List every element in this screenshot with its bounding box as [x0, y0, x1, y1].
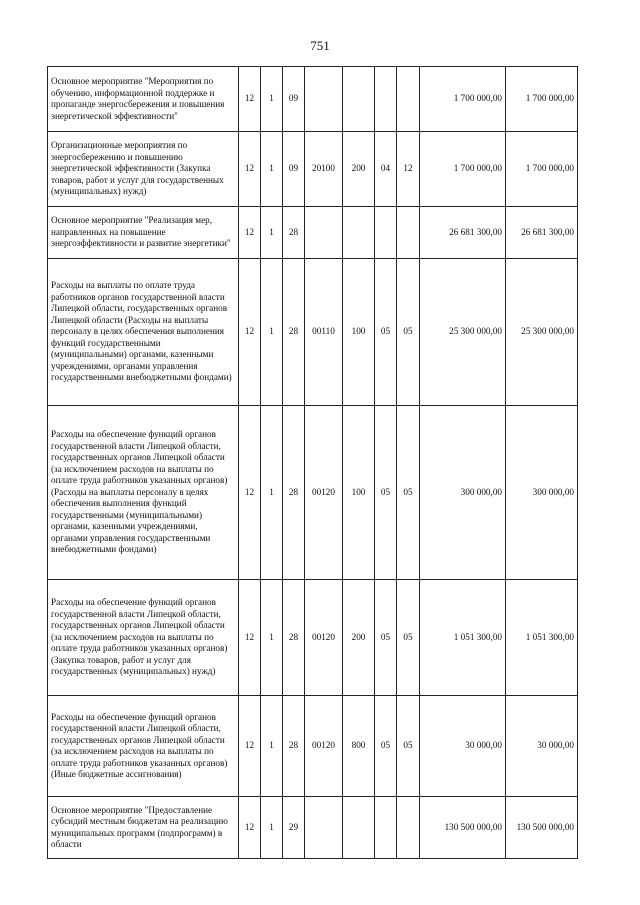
table-row: [48, 132, 578, 207]
code-cell: 12: [239, 132, 261, 207]
row-description: Расходы на выплаты по оплате труда работников органов государственной власти Липецкой области, государственных органов Липецкой области (Расходы на выплаты персоналу в целях обеспечения выполнения функций государственными (муниципальными) органами, казенными учреждениями, органами управления государственными внебюджетными фондами): [48, 259, 239, 406]
row-description: Расходы на обеспечение функций органов государственной власти Липецкой области, государственных органов Липецкой области (за исключением расходов на выплаты по оплате труда работников указанных органов) (Закупка товаров, работ и услуг для государственных (муниципальных) нужд): [48, 580, 239, 696]
row-description: Основное мероприятие "Реализация мер, направленных на повышение энергоэффективности и развитие энергетики": [48, 207, 239, 259]
code-cell: 00120: [305, 406, 343, 580]
amount-cell: 1 700 000,00: [506, 67, 578, 132]
code-cell: 1: [261, 207, 283, 259]
code-cell: 20100: [305, 132, 343, 207]
code-cell: 05: [397, 406, 420, 580]
table-row: [48, 259, 578, 406]
table-row: [48, 696, 578, 797]
code-cell: 1: [261, 580, 283, 696]
code-cell: 09: [283, 67, 305, 132]
table-row: [48, 67, 578, 132]
code-cell: 12: [239, 207, 261, 259]
amount-cell: 1 700 000,00: [506, 132, 578, 207]
code-cell: 12: [397, 132, 420, 207]
row-description: Расходы на обеспечение функций органов государственной власти Липецкой области, государственных органов Липецкой области (за исключением расходов на выплаты по оплате труда работников указанных органов) (Иные бюджетные ассигнования): [48, 696, 239, 797]
code-cell: 12: [239, 259, 261, 406]
code-cell: 28: [283, 406, 305, 580]
budget-table: [47, 66, 578, 859]
amount-cell: 25 300 000,00: [420, 259, 506, 406]
code-cell: 28: [283, 696, 305, 797]
code-cell: 200: [343, 132, 375, 207]
code-cell: 04: [375, 132, 397, 207]
code-cell: [397, 797, 420, 859]
table-row: [48, 797, 578, 859]
code-cell: 00120: [305, 580, 343, 696]
code-cell: 12: [239, 580, 261, 696]
amount-cell: 1 700 000,00: [420, 132, 506, 207]
amount-cell: 1 051 300,00: [506, 580, 578, 696]
code-cell: [343, 207, 375, 259]
amount-cell: 300 000,00: [506, 406, 578, 580]
amount-cell: 130 500 000,00: [506, 797, 578, 859]
code-cell: [305, 207, 343, 259]
code-cell: [343, 797, 375, 859]
amount-cell: 1 051 300,00: [420, 580, 506, 696]
amount-cell: 25 300 000,00: [506, 259, 578, 406]
amount-cell: 30 000,00: [420, 696, 506, 797]
row-description: Расходы на обеспечение функций органов государственной власти Липецкой области, государственных органов Липецкой области (за исключением расходов на выплаты по оплате труда работников указанных органов) (Расходы на выплаты персоналу в целях обеспечения выполнения функций государственными (муниципальными) органами, казенными учреждениями, органами управления государственными внебюджетными фондами): [48, 406, 239, 580]
code-cell: 1: [261, 406, 283, 580]
code-cell: [397, 67, 420, 132]
code-cell: 05: [397, 696, 420, 797]
row-description: Основное мероприятие "Мероприятия по обучению, информационной поддержке и пропаганде энергосбережения и повышения энергетической эффективности": [48, 67, 239, 132]
code-cell: 12: [239, 696, 261, 797]
code-cell: 28: [283, 580, 305, 696]
code-cell: 1: [261, 696, 283, 797]
code-cell: 12: [239, 797, 261, 859]
code-cell: [397, 207, 420, 259]
table-row: [48, 207, 578, 259]
code-cell: 00110: [305, 259, 343, 406]
row-description: Основное мероприятие "Предоставление субсидий местным бюджетам на реализацию муниципальных программ (подпрограмм) в области: [48, 797, 239, 859]
amount-cell: 26 681 300,00: [506, 207, 578, 259]
page-number: 751: [310, 38, 330, 53]
code-cell: 29: [283, 797, 305, 859]
code-cell: [375, 67, 397, 132]
code-cell: 05: [397, 259, 420, 406]
amount-cell: 1 700 000,00: [420, 67, 506, 132]
table-row: [48, 406, 578, 580]
code-cell: 09: [283, 132, 305, 207]
code-cell: 100: [343, 259, 375, 406]
code-cell: 12: [239, 67, 261, 132]
amount-cell: 130 500 000,00: [420, 797, 506, 859]
code-cell: 1: [261, 67, 283, 132]
code-cell: [343, 67, 375, 132]
code-cell: 1: [261, 797, 283, 859]
code-cell: 28: [283, 259, 305, 406]
code-cell: [375, 207, 397, 259]
row-description: Организационные мероприятия по энергосбережению и повышению энергетической эффективности (Закупка товаров, работ и услуг для государственных (муниципальных) нужд): [48, 132, 239, 207]
table-row: [48, 580, 578, 696]
code-cell: 12: [239, 406, 261, 580]
amount-cell: 300 000,00: [420, 406, 506, 580]
code-cell: 800: [343, 696, 375, 797]
code-cell: 05: [397, 580, 420, 696]
code-cell: [375, 797, 397, 859]
amount-cell: 26 681 300,00: [420, 207, 506, 259]
code-cell: 05: [375, 696, 397, 797]
code-cell: 1: [261, 132, 283, 207]
code-cell: [305, 67, 343, 132]
code-cell: 05: [375, 259, 397, 406]
code-cell: 05: [375, 406, 397, 580]
code-cell: 05: [375, 580, 397, 696]
code-cell: [305, 797, 343, 859]
code-cell: 1: [261, 259, 283, 406]
amount-cell: 30 000,00: [506, 696, 578, 797]
code-cell: 28: [283, 207, 305, 259]
code-cell: 00120: [305, 696, 343, 797]
code-cell: 100: [343, 406, 375, 580]
code-cell: 200: [343, 580, 375, 696]
